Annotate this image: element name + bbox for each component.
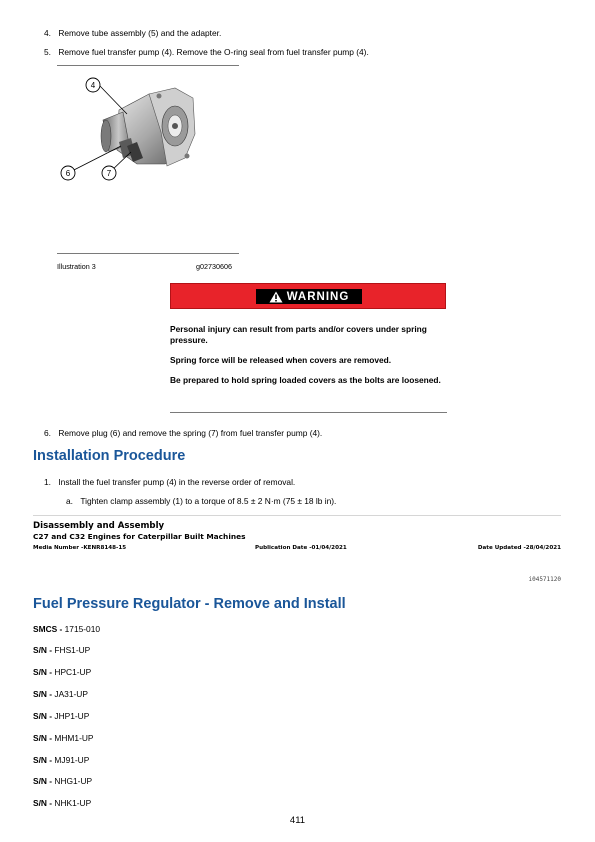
step-text: Remove fuel transfer pump (4). Remove the O-ring seal from fuel transfer pump (4). [58,47,369,57]
serial-value: NHK1-UP [54,798,92,808]
doc-header-rule [33,515,561,516]
fuel-transfer-pump-illustration [57,72,239,250]
serial-row [33,711,89,721]
media-number: Media Number -KENR8148-15 [33,545,127,551]
page-number: 411 [289,815,306,826]
step-number: 4. [44,28,51,38]
serial-label: S/N - [33,645,53,655]
callout-6-label: 6 [65,169,71,178]
serial-row [33,755,89,765]
smcs-value: 1715-010 [64,624,101,634]
step-number: 6. [44,428,51,438]
serial-value: JA31-UP [54,689,88,699]
doc-subtitle: C27 and C32 Engines for Caterpillar Built Machines [33,532,246,541]
callout-7-label: 7 [106,169,112,178]
step-5 [44,47,369,58]
install-substep-a [66,496,336,507]
step-text: Remove tube assembly (5) and the adapter. [58,28,222,38]
section-title: Fuel Pressure Regulator - Remove and Install [33,596,346,612]
doc-title: Disassembly and Assembly [33,521,165,531]
date-updated: Date Updated -28/04/2021 [477,545,561,551]
substep-letter: a. [66,496,73,506]
warning-bottom-rule [170,412,447,413]
document-id: i04571120 [528,576,561,583]
warning-triangle-icon [269,291,283,303]
figure-bottom-rule [57,253,239,254]
installation-heading: Installation Procedure [33,448,186,464]
warning-banner [170,283,446,309]
serial-row [33,776,92,786]
serial-label: S/N - [33,798,53,808]
step-6 [44,428,322,439]
serial-label: S/N - [33,733,53,743]
serial-value: MHM1-UP [54,733,94,743]
substep-text: Tighten clamp assembly (1) to a torque of 8.5 ± 2 N·m (75 ± 18 lb in). [80,496,337,506]
serial-value: NHG1-UP [54,776,93,786]
step-text: Remove plug (6) and remove the spring (7) from fuel transfer pump (4). [58,428,323,438]
serial-label: S/N - [33,667,53,677]
serial-label: S/N - [33,776,53,786]
serial-value: HPC1-UP [54,667,92,677]
figure-caption-id: g02730606 [196,262,232,271]
serial-row [33,645,90,655]
smcs-label: SMCS - [33,624,63,634]
figure-top-rule [57,65,239,66]
install-step-1 [44,477,295,488]
serial-value: JHP1-UP [54,711,90,721]
warning-paragraph-2: Spring force will be released when covers are removed. [170,355,392,365]
warning-paragraph-1: Personal injury can result from parts and/or covers under spring pressure. [170,324,427,345]
step-text: Install the fuel transfer pump (4) in the reverse order of removal. [58,477,296,487]
serial-row [33,733,94,743]
smcs-line [33,624,100,634]
serial-label: S/N - [33,689,53,699]
warning-label-box [256,289,362,304]
serial-label: S/N - [33,755,53,765]
warning-paragraph-3: Be prepared to hold spring loaded covers as the bolts are loosened. [170,375,441,385]
figure-caption-label: Illustration 3 [57,262,96,271]
warning-label: WARNING [286,290,350,303]
step-4 [44,28,221,39]
step-number: 1. [44,477,51,487]
callout-4-label: 4 [90,81,96,90]
serial-row [33,798,91,808]
publication-date: Publication Date -01/04/2021 [255,545,347,551]
serial-row [33,689,88,699]
serial-label: S/N - [33,711,53,721]
step-number: 5. [44,47,51,57]
serial-value: FHS1-UP [54,645,91,655]
serial-value: MJ91-UP [54,755,90,765]
serial-row [33,667,91,677]
